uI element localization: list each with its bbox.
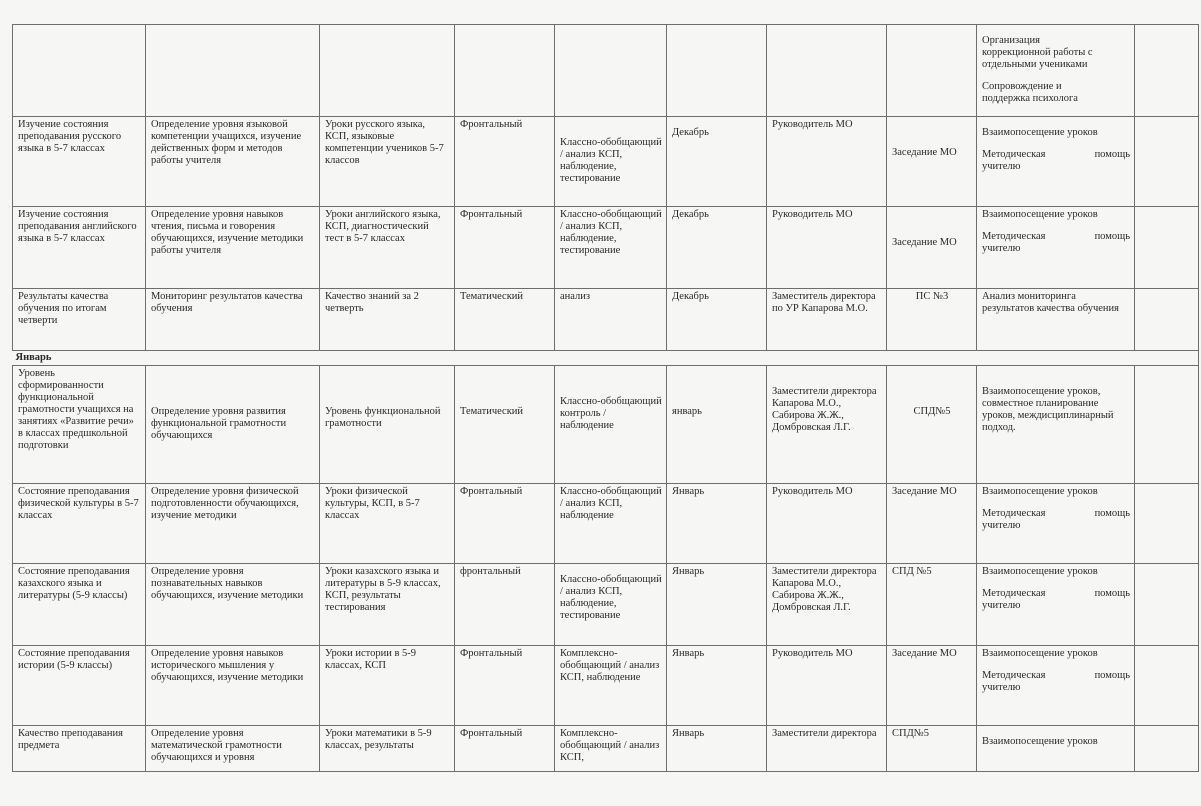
object-cell: Уроки истории в 5-9 классах, КСП xyxy=(320,646,455,726)
date-cell: Январь xyxy=(667,646,767,726)
responsible-cell: Руководитель МО xyxy=(767,117,887,207)
result-line: Взаимопосещение уроков xyxy=(982,127,1098,138)
method-cell: Классно-обобщающий / анализ КСП, наблюдение, тестирование xyxy=(555,207,667,289)
kind-cell: Фронтальный xyxy=(455,484,555,564)
kind-cell: Тематический xyxy=(455,366,555,484)
goal-cell: Определение уровня физической подготовленности обучающихся, изучение методики xyxy=(146,484,320,564)
table-row xyxy=(13,726,1199,772)
goal-cell: Определение уровня познавательных навыков обучающихся, изучение методики xyxy=(146,564,320,646)
responsible-cell: Руководитель МО xyxy=(767,646,887,726)
responsible-cell: Заместители директора Капарова М.О., Сабирова Ж.Ж., Домбровская Л.Г. xyxy=(767,366,887,484)
where-cell: Заседание МО xyxy=(887,117,977,207)
goal-cell: Определение уровня навыков исторического мышления у обучающихся, изучение методики xyxy=(146,646,320,726)
result-line: коррекционной работы с xyxy=(982,47,1093,58)
date-cell: Январь xyxy=(667,484,767,564)
topic-cell: Состояние преподавания казахского языка и литературы (5-9 классы) xyxy=(13,564,146,646)
topic-cell: Состояние преподавания физической культуры в 5-7 классах xyxy=(13,484,146,564)
result-word: Методическая xyxy=(982,231,1046,242)
result-word: Методическая xyxy=(982,149,1046,160)
result-line: Взаимопосещение уроков xyxy=(982,209,1098,220)
date-cell: Декабрь xyxy=(667,289,767,351)
table-row xyxy=(13,207,1199,289)
result-line: Взаимопосещение уроков xyxy=(982,486,1098,497)
result-word: помощь xyxy=(1094,588,1130,599)
object-cell: Уроки английского языка, КСП, диагностический тест в 5-7 классах xyxy=(320,207,455,289)
result-word: учителю xyxy=(982,161,1021,172)
kind-cell: Фронтальный xyxy=(455,646,555,726)
responsible-cell: Заместители директора xyxy=(767,726,887,772)
month-row xyxy=(13,351,1199,366)
result-word: учителю xyxy=(982,243,1021,254)
object-cell: Уроки математики в 5-9 классах, результаты xyxy=(320,726,455,772)
kind-cell: Фронтальный xyxy=(455,726,555,772)
date-cell: Декабрь xyxy=(667,207,767,289)
kind-cell: Фронтальный xyxy=(455,207,555,289)
result-cell xyxy=(977,117,1135,207)
result-cell xyxy=(977,484,1135,564)
result-line: отдельными учениками xyxy=(982,59,1088,70)
method-cell: Классно-обобщающий / анализ КСП, наблюдение xyxy=(555,484,667,564)
object-cell: Уроки русского языка, КСП, языковые компетенции учеников 5-7 классов xyxy=(320,117,455,207)
object-cell: Уровень функциональной грамотности xyxy=(320,366,455,484)
responsible-cell: Заместители директора Капарова М.О., Сабирова Ж.Ж., Домбровская Л.Г. xyxy=(767,564,887,646)
goal-cell: Определение уровня математической грамотности обучающихся и уровня xyxy=(146,726,320,772)
result-word: Методическая xyxy=(982,588,1046,599)
where-cell: Заседание МО xyxy=(887,646,977,726)
result-cell: Взаимопосещение уроков, совместное планирование уроков, междисциплинарный подход. xyxy=(977,366,1135,484)
object-cell: Качество знаний за 2 четверть xyxy=(320,289,455,351)
table-row xyxy=(13,646,1199,726)
result-cell: Взаимопосещение уроков xyxy=(977,726,1135,772)
topic-cell: Состояние преподавания истории (5-9 классы) xyxy=(13,646,146,726)
result-line: Сопровождение и xyxy=(982,81,1062,92)
topic-cell: Изучение состояния преподавания английского языка в 5-7 классах xyxy=(13,207,146,289)
result-line: поддержка психолога xyxy=(982,93,1078,104)
result-word: учителю xyxy=(982,520,1021,531)
method-cell: Комплексно-обобщающий / анализ КСП, xyxy=(555,726,667,772)
date-cell: Январь xyxy=(667,726,767,772)
result-cell xyxy=(977,564,1135,646)
where-cell: СПД№5 xyxy=(887,726,977,772)
where-cell: СПД №5 xyxy=(887,564,977,646)
result-word: помощь xyxy=(1094,670,1130,681)
kind-cell: Тематический xyxy=(455,289,555,351)
goal-cell: Мониторинг результатов качества обучения xyxy=(146,289,320,351)
result-cell xyxy=(977,646,1135,726)
table-row xyxy=(13,366,1199,484)
result-word: помощь xyxy=(1094,508,1130,519)
table-row xyxy=(13,564,1199,646)
responsible-cell: Заместитель директора по УР Капарова М.О. xyxy=(767,289,887,351)
date-cell: Декабрь xyxy=(667,117,767,207)
result-cell xyxy=(977,207,1135,289)
result-word: учителю xyxy=(982,682,1021,693)
result-word: учителю xyxy=(982,600,1021,611)
goal-cell: Определение уровня языковой компетенции учащихся, изучение действенных форм и методов работы учителя xyxy=(146,117,320,207)
topic-cell: Результаты качества обучения по итогам четверти xyxy=(13,289,146,351)
responsible-cell: Руководитель МО xyxy=(767,484,887,564)
topic-cell: Качество преподавания предмета xyxy=(13,726,146,772)
result-word: помощь xyxy=(1094,231,1130,242)
result-line: Взаимопосещение уроков xyxy=(982,648,1098,659)
result-cell: Анализ мониторинга результатов качества обучения xyxy=(977,289,1135,351)
table-row xyxy=(13,25,1199,117)
topic-cell: Уровень сформированности функциональной грамотности учащихся на занятиях «Развитие речи» в классах предшкольной подготовки xyxy=(13,366,146,484)
topic-cell: Изучение состояния преподавания русского языка в 5-7 классах xyxy=(13,117,146,207)
date-cell: Январь xyxy=(667,564,767,646)
table-row xyxy=(13,117,1199,207)
result-word: помощь xyxy=(1094,149,1130,160)
object-cell: Уроки казахского языка и литературы в 5-9 классах, КСП, результаты тестирования xyxy=(320,564,455,646)
goal-cell: Определение уровня навыков чтения, письма и говорения обучающихся, изучение методики работы учителя xyxy=(146,207,320,289)
responsible-cell: Руководитель МО xyxy=(767,207,887,289)
where-cell: Заседание МО xyxy=(887,484,977,564)
result-line: Организация xyxy=(982,35,1040,46)
object-cell: Уроки физической культуры, КСП, в 5-7 классах xyxy=(320,484,455,564)
date-cell: январь xyxy=(667,366,767,484)
where-cell: Заседание МО xyxy=(887,207,977,289)
method-cell: анализ xyxy=(555,289,667,351)
method-cell: Классно-обобщающий / анализ КСП, наблюдение, тестирование xyxy=(555,117,667,207)
control-plan-table xyxy=(12,24,1199,772)
result-word: Методическая xyxy=(982,670,1046,681)
method-cell: Классно-обобщающий контроль / наблюдение xyxy=(555,366,667,484)
method-cell: Комплексно-обобщающий / анализ КСП, наблюдение xyxy=(555,646,667,726)
month-label: Январь xyxy=(13,351,1199,366)
goal-cell: Определение уровня развития функциональной грамотности обучающихся xyxy=(146,366,320,484)
result-line: Взаимопосещение уроков xyxy=(982,566,1098,577)
result-word: Методическая xyxy=(982,508,1046,519)
kind-cell: фронтальный xyxy=(455,564,555,646)
table-row xyxy=(13,289,1199,351)
where-cell: ПС №3 xyxy=(887,289,977,351)
result-cell xyxy=(977,25,1135,117)
where-cell: СПД№5 xyxy=(887,366,977,484)
method-cell: Классно-обобщающий / анализ КСП, наблюдение, тестирование xyxy=(555,564,667,646)
kind-cell: Фронтальный xyxy=(455,117,555,207)
table-row xyxy=(13,484,1199,564)
